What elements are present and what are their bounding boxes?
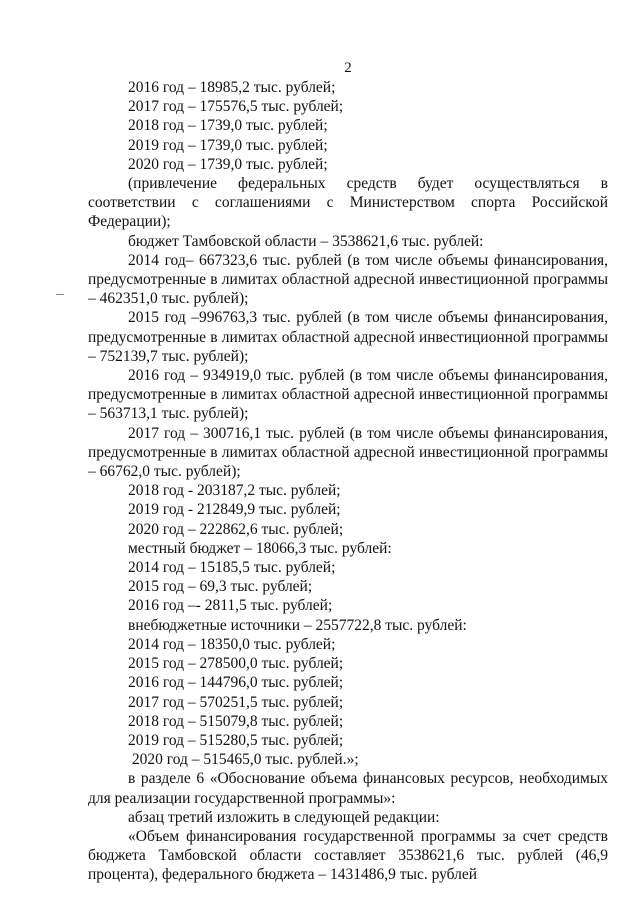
margin-mark	[56, 294, 64, 295]
text-line: 2019 год - 212849,9 тыс. рублей;	[128, 501, 341, 519]
text-line: местный бюджет – 18066,3 тыс. рублей:	[128, 539, 392, 557]
text-line: 2020 год – 222862,6 тыс. рублей;	[128, 520, 344, 538]
text-line: 2018 год – 515079,8 тыс. рублей;	[128, 712, 344, 730]
text-line: 2015 год – 278500,0 тыс. рублей;	[128, 655, 344, 673]
text-line: 2014 год – 18350,0 тыс. рублей;	[128, 635, 336, 653]
text-line: 2017 год – 175576,5 тыс. рублей;	[128, 98, 344, 116]
text-line: 2020 год – 1739,0 тыс. рублей;	[128, 155, 328, 173]
document-body	[88, 78, 608, 885]
year-paragraph-2016: 2016 год – 934919,0 тыс. рублей (в том числе объемы финансирования, предусмотренные в лимитах областной адресной инвестиционной программы – 563713,1 тыс. рублей);	[88, 367, 608, 423]
text-line: 2016 год –- 2811,5 тыс. рублей;	[128, 597, 333, 615]
text-line: 2015 год – 69,3 тыс. рублей;	[128, 578, 313, 596]
text-line: 2017 год – 570251,5 тыс. рублей;	[128, 693, 344, 711]
year-paragraph-2014: 2014 год– 667323,6 тыс. рублей (в том числе объемы финансирования, предусмотренные в лимитах областной адресной инвестиционной программы – 462351,0 тыс. рублей);	[88, 251, 608, 308]
year-paragraph-2015: 2015 год –996763,3 тыс. рублей (в том числе объемы финансирования, предусмотренные в лимитах областной адресной инвестиционной программы – 752139,7 тыс. рублей);	[88, 309, 608, 365]
text-line: 2019 год – 1739,0 тыс. рублей;	[128, 136, 328, 154]
text-line: 2018 год - 203187,2 тыс. рублей;	[128, 482, 341, 500]
federal-note-paragraph: (привлечение федеральных средств будет осуществляться в соответствии с соглашениями с Министерством спорта Российской Федерации);	[88, 175, 608, 231]
text-line: 2016 год – 18985,2 тыс. рублей;	[128, 79, 336, 96]
text-line: бюджет Тамбовской области – 3538621,6 тыс. рублей:	[128, 232, 484, 250]
text-line: внебюджетные источники – 2557722,8 тыс. рублей:	[128, 616, 467, 634]
page-number: 2	[344, 60, 352, 76]
financing-paragraph: «Объем финансирования государственной программы за счет средств бюджета Тамбовской области составляет 3538621,6 тыс. рублей (46,9 процента), федерального бюджета – 1431486,9 тыс. рублей	[88, 827, 608, 884]
text-line: 2014 год – 15185,5 тыс. рублей;	[128, 559, 336, 577]
year-paragraph-2017: 2017 год – 300716,1 тыс. рублей (в том числе объемы финансирования, предусмотренные в лимитах областной адресной инвестиционной программы – 66762,0 тыс. рублей);	[88, 424, 608, 481]
text-line: 2016 год – 144796,0 тыс. рублей;	[128, 674, 344, 692]
text-line: 2018 год – 1739,0 тыс. рублей;	[128, 117, 328, 135]
section-6-paragraph: в разделе 6 «Обоснование объема финансовых ресурсов, необходимых для реализации государственной программы»:	[88, 770, 608, 807]
text-line: абзац третий изложить в следующей редакции:	[128, 808, 440, 826]
text-line: 2019 год – 515280,5 тыс. рублей;	[128, 731, 344, 749]
text-line: 2020 год – 515465,0 тыс. рублей.»;	[128, 751, 359, 769]
